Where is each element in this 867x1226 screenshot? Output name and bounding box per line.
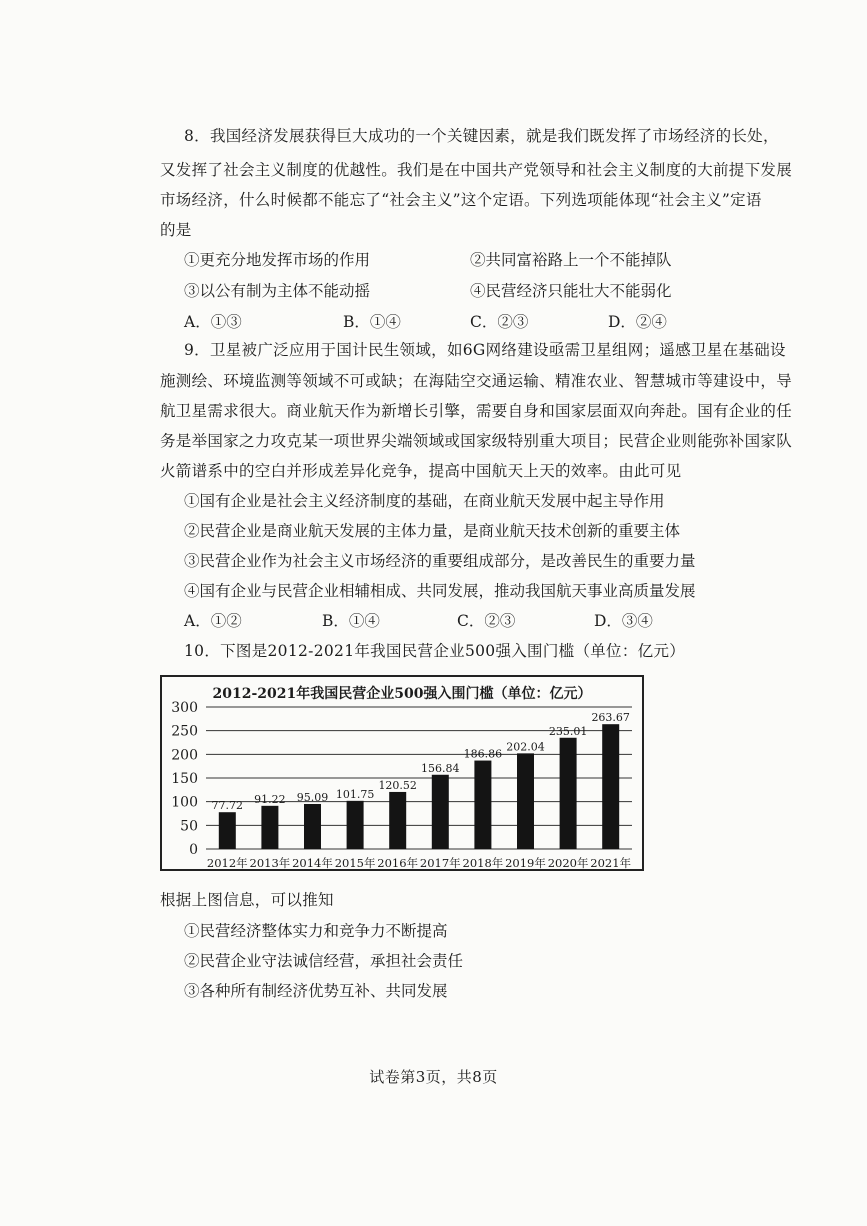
bars: [219, 724, 619, 849]
y-tick-label: 0: [189, 842, 198, 858]
bar: [602, 724, 619, 849]
bar-value-label: 235.01: [548, 724, 588, 738]
chart-title: 2012-2021年我国民营企业500强入围门槛（单位：亿元）: [212, 686, 592, 702]
bar: [389, 792, 406, 849]
y-tick-label: 300: [171, 700, 198, 716]
x-tick-label: 2019年: [505, 856, 546, 869]
q8-choice-d: D．②④: [608, 313, 667, 331]
x-tick-label: 2017年: [419, 856, 461, 869]
q10-item-2: ②民营企业守法诚信经营，承担社会责任: [184, 952, 464, 970]
q9-stem-line-3: 航卫星需求很大。商业航天作为新增长引擎，需要自身和国家层面双向奔赴。国有企业的任: [160, 402, 793, 420]
q8-choice-b: B．①④: [343, 313, 401, 331]
q9-choice-d: D．③④: [594, 612, 653, 630]
q10-item-3: ③各种所有制经济优势互补、共同发展: [184, 982, 448, 1000]
q9-choice-a: A．①②: [184, 612, 242, 630]
bar-value-label: 186.86: [463, 747, 503, 761]
y-axis-ticks: [171, 700, 198, 858]
bar-value-label: 202.04: [506, 740, 545, 754]
q8-item-4: ④民营经济只能壮大不能弱化: [470, 282, 672, 300]
bar-chart: [160, 675, 644, 871]
q9-item-4: ④国有企业与民营企业相辅相成、共同发展，推动我国航天事业高质量发展: [184, 582, 696, 600]
bar-value-label: 95.09: [296, 790, 329, 804]
q9-choice-c: C．②③: [457, 612, 516, 630]
q9-stem-line-2: 施测绘、环境监测等领域不可或缺；在海陆空交通运输、精准农业、智慧城市等建设中，导: [160, 372, 793, 390]
bar-value-label: 120.52: [378, 778, 417, 792]
page-footer: 试卷第3页，共8页: [369, 1068, 498, 1086]
q8-stem-line-3: 市场经济，什么时候都不能忘了“社会主义”这个定语。下列选项能体现“社会主义”定语: [160, 191, 762, 209]
y-tick-label: 100: [171, 794, 198, 811]
q9-item-2: ②民营企业是商业航天发展的主体力量，是商业航天技术创新的重要主体: [184, 522, 681, 540]
q8-item-3: ③以公有制为主体不能动摇: [184, 282, 371, 300]
x-tick-label: 2012年: [206, 856, 248, 869]
x-tick-label: 2016年: [377, 856, 419, 869]
bar: [560, 738, 577, 849]
bar: [219, 812, 236, 849]
x-tick-label: 2014年: [292, 856, 333, 869]
bar: [432, 775, 449, 849]
y-tick-label: 250: [171, 723, 198, 740]
bar-value-label: 77.72: [211, 799, 244, 813]
chart-canvas: [162, 677, 642, 869]
q8-stem-line-2: 又发挥了社会主义制度的优越性。我们是在中国共产党领导和社会主义制度的大前提下发展: [160, 161, 793, 179]
y-tick-label: 50: [180, 818, 198, 835]
q10-item-1: ①民营经济整体实力和竞争力不断提高: [184, 922, 448, 940]
q8-stem-line-1: 8．我国经济发展获得巨大成功的一个关键因素，就是我们既发挥了市场经济的长处，: [184, 127, 779, 145]
q9-stem-line-1: 9．卫星被广泛应用于国计民生领域，如6G网络建设亟需卫星组网；遥感卫星在基础设: [184, 341, 786, 359]
q8-choice-a: A．①③: [184, 313, 242, 331]
q8-item-2: ②共同富裕路上一个不能掉队: [470, 251, 672, 269]
bar: [517, 753, 534, 849]
y-tick-label: 150: [171, 771, 198, 787]
q8-choice-c: C．②③: [470, 313, 529, 331]
q9-choice-b: B．①④: [322, 612, 380, 630]
x-axis-ticks: [207, 856, 632, 869]
bar-value-label: 91.22: [254, 792, 286, 806]
x-tick-label: 2015年: [334, 856, 376, 869]
x-tick-label: 2020年: [547, 856, 589, 869]
bar: [261, 806, 278, 849]
q9-stem-line-5: 火箭谱系中的空白并形成差异化竞争，提高中国航天上天的效率。由此可见: [160, 462, 682, 480]
q10-after-text: 根据上图信息，可以推知: [160, 891, 334, 909]
x-tick-label: 2018年: [462, 856, 504, 869]
bar: [474, 761, 491, 849]
y-tick-label: 200: [171, 747, 198, 764]
q8-stem-line-4: 的是: [160, 221, 192, 239]
bar-value-label: 156.84: [421, 761, 460, 775]
bar: [347, 801, 364, 849]
q10-stem: 10．下图是2012-2021年我国民营企业500强入围门槛（单位：亿元）: [184, 642, 686, 660]
x-tick-label: 2013年: [249, 856, 291, 869]
q8-item-1: ①更充分地发挥市场的作用: [184, 251, 371, 269]
q9-item-1: ①国有企业是社会主义经济制度的基础，在商业航天发展中起主导作用: [184, 492, 665, 510]
q9-stem-line-4: 务是举国家之力攻克某一项世界尖端领域或国家级特别重大项目；民营企业则能弥补国家队: [160, 432, 793, 450]
bar-value-label: 101.75: [335, 787, 375, 801]
q9-item-3: ③民营企业作为社会主义市场经济的重要组成部分，是改善民生的重要力量: [184, 552, 696, 570]
bar-value-label: 263.67: [591, 711, 630, 725]
bar: [304, 804, 321, 849]
x-tick-label: 2021年: [590, 856, 632, 869]
